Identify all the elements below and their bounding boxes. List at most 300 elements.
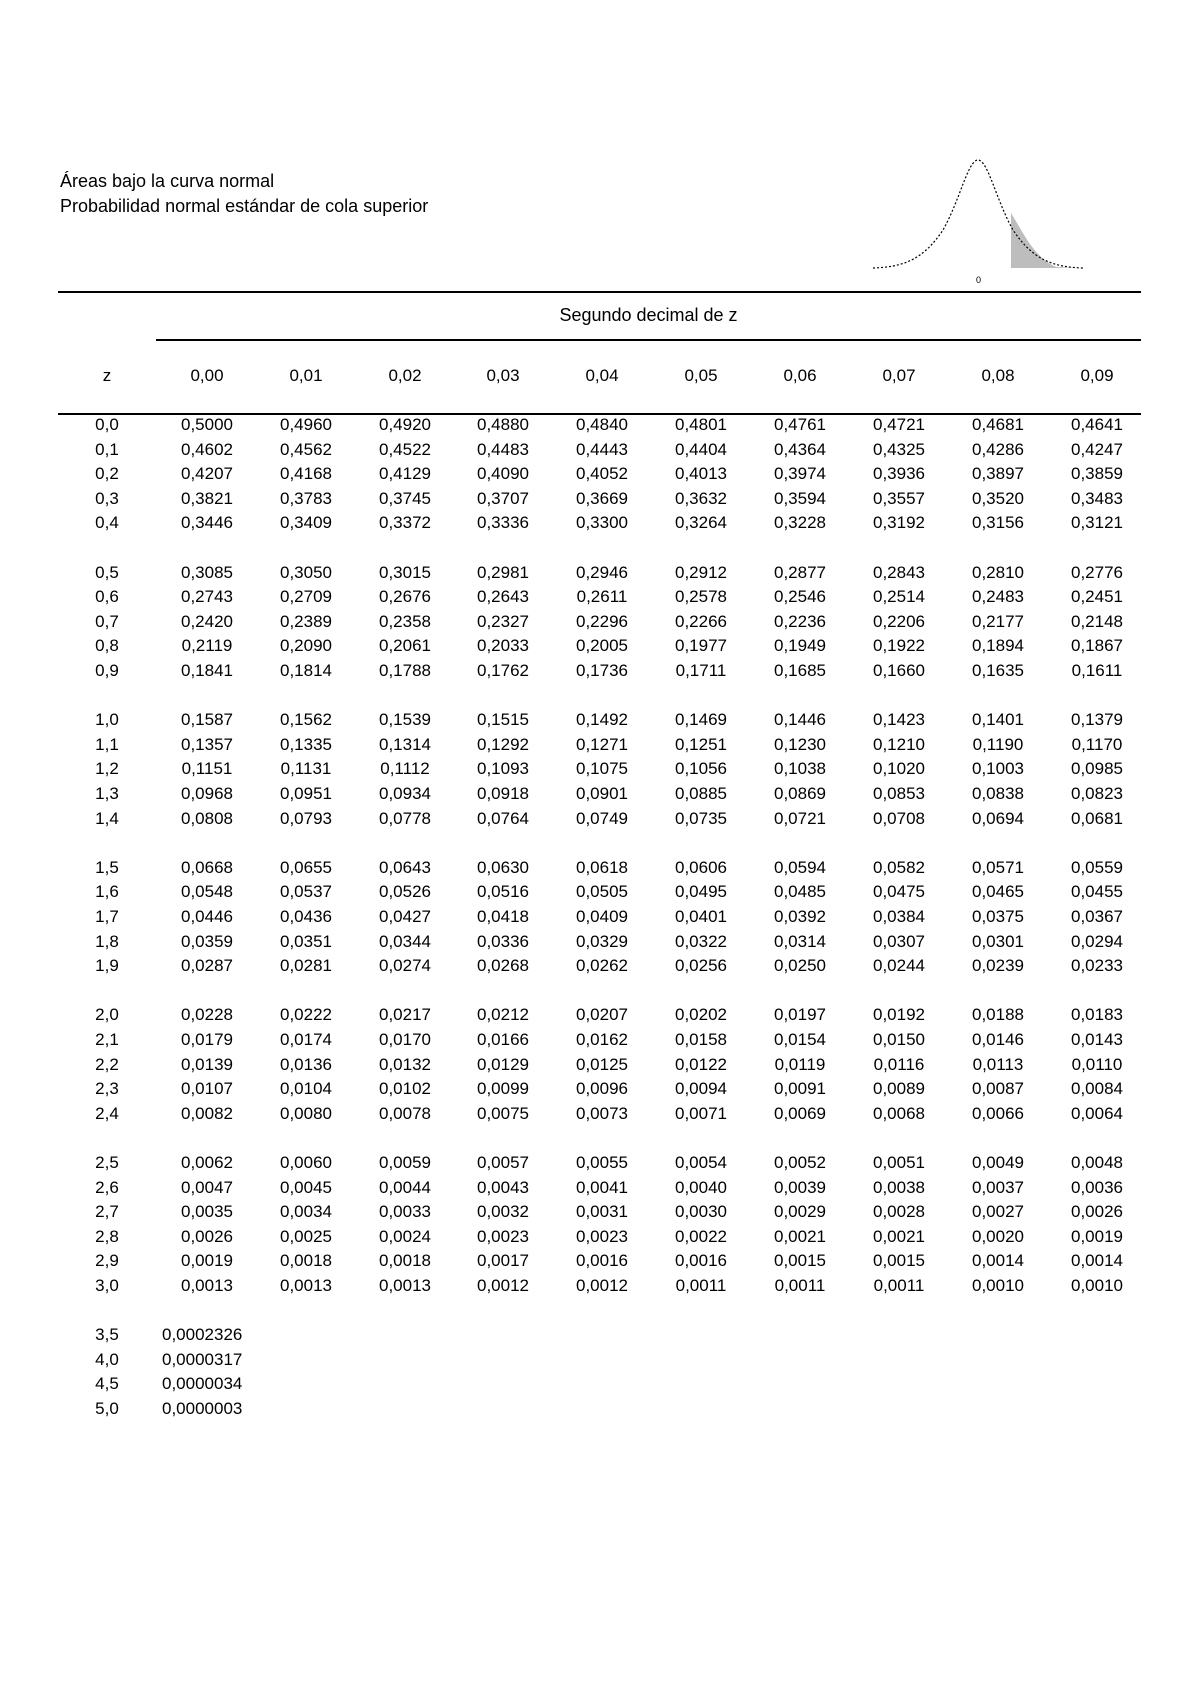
column-header: 0,05 (684, 366, 718, 385)
probability-cell: 0,0655 (280, 857, 332, 877)
z-value: 0,5 (95, 562, 119, 582)
probability-cell: 0,1003 (972, 759, 1024, 779)
table-row (0, 462, 1200, 486)
probability-cell: 0,0250 (774, 956, 826, 976)
z-value: 1,0 (95, 710, 119, 730)
z-value: 4,0 (95, 1349, 119, 1369)
probability-cell: 0,2946 (576, 562, 628, 582)
probability-cell: 0,3336 (477, 513, 529, 533)
probability-cell: 0,0681 (1071, 808, 1123, 828)
probability-cell: 0,0287 (181, 956, 233, 976)
probability-cell: 0,5000 (181, 415, 233, 434)
probability-cell: 0,0446 (181, 907, 233, 926)
column-header: 0,00 (190, 366, 224, 385)
probability-cell: 0,0025 (280, 1226, 332, 1246)
probability-cell: 0,1867 (1071, 636, 1123, 656)
probability-cell: 0,0051 (873, 1153, 925, 1172)
probability-cell: 0,0162 (576, 1030, 628, 1049)
probability-cell: 0,0351 (280, 931, 332, 951)
probability-cell: 0,1112 (380, 759, 430, 779)
table-row (0, 438, 1200, 462)
probability-cell: 0,0985 (1071, 759, 1123, 779)
z-value: 2,3 (95, 1079, 119, 1099)
probability-cell: 0,0082 (181, 1103, 233, 1123)
probability-cell: 0,0054 (675, 1153, 727, 1172)
probability-cell: 0,4920 (379, 415, 431, 434)
probability-cell: 0,0314 (774, 931, 826, 951)
probability-cell: 0,0274 (379, 956, 431, 976)
probability-cell: 0,0080 (280, 1103, 332, 1123)
probability-cell: 0,1894 (972, 636, 1024, 656)
probability-cell: 0,2389 (280, 611, 332, 631)
probability-cell: 0,2090 (280, 636, 332, 656)
probability-cell: 0,2327 (477, 611, 529, 631)
z-value: 2,8 (95, 1226, 119, 1246)
probability-cell: 0,0068 (873, 1103, 925, 1123)
probability-cell: 0,0036 (1071, 1177, 1123, 1197)
probability-cell: 0,0281 (280, 956, 332, 976)
probability-cell: 0,0294 (1071, 931, 1123, 951)
probability-cell: 0,2776 (1071, 562, 1123, 582)
probability-cell: 0,4641 (1071, 415, 1123, 434)
probability-cell: 0,0062 (181, 1153, 233, 1172)
probability-cell: 0,0012 (576, 1276, 628, 1295)
probability-cell: 0,4562 (280, 439, 332, 459)
column-header-z: z (102, 366, 112, 385)
probability-cell: 0,0392 (774, 907, 826, 926)
z-value: 2,5 (95, 1153, 119, 1172)
probability-cell: 0,0367 (1071, 907, 1123, 926)
z-value: 1,1 (95, 734, 119, 754)
probability-cell: 0,2546 (774, 587, 826, 607)
group-header-rule (156, 339, 1141, 341)
z-value: 1,5 (95, 857, 119, 877)
z-value: 5,0 (95, 1399, 119, 1418)
probability-cell: 0,3594 (774, 488, 826, 508)
probability-cell: 0,0207 (576, 1005, 628, 1025)
probability-cell: 0,0014 (972, 1251, 1024, 1271)
z-value: 0,8 (95, 636, 119, 656)
probability-cell: 0,0094 (675, 1079, 727, 1099)
probability-cell: 0,0011 (873, 1276, 925, 1295)
probability-cell: 0,0016 (675, 1251, 727, 1271)
probability-cell: 0,0119 (774, 1054, 826, 1074)
probability-cell: 0,0158 (675, 1030, 727, 1049)
table-top-rule (58, 291, 1141, 293)
probability-cell: 0,0013 (379, 1276, 431, 1295)
probability-cell: 0,3520 (972, 488, 1024, 508)
probability-cell: 0,2236 (774, 611, 826, 631)
probability-cell: 0,0222 (280, 1005, 332, 1025)
probability-cell: 0,0033 (379, 1202, 431, 1222)
probability-cell: 0,0256 (675, 956, 727, 976)
probability-cell: 0,0027 (972, 1202, 1024, 1222)
probability-cell: 0,1977 (675, 636, 727, 656)
table-row (0, 880, 1200, 904)
probability-cell: 0,0143 (1071, 1030, 1123, 1049)
probability-cell: 0,1660 (873, 661, 925, 680)
probability-cell: 0,3372 (379, 513, 431, 533)
probability-cell: 0,0869 (774, 784, 826, 803)
probability-cell: 0,2578 (675, 587, 727, 607)
probability-cell: 0,0401 (675, 907, 727, 926)
probability-cell: 0,0808 (181, 808, 233, 828)
probability-cell: 0,1151 (181, 759, 233, 779)
table-row (0, 659, 1200, 683)
probability-cell: 0,4090 (477, 464, 529, 484)
z-value: 2,7 (95, 1202, 119, 1222)
probability-cell: 0,1020 (873, 759, 925, 779)
table-row (0, 1225, 1200, 1249)
probability-cell: 0,2743 (181, 587, 233, 607)
z-value: 2,2 (95, 1054, 119, 1074)
table-row (0, 930, 1200, 954)
table-body (0, 413, 1200, 1418)
probability-cell: 0,0013 (280, 1276, 332, 1295)
probability-cell: 0,3050 (280, 562, 332, 582)
probability-cell: 0,0455 (1071, 882, 1123, 902)
extra-row (0, 1397, 1200, 1421)
probability-cell: 0,3707 (477, 488, 529, 508)
probability-cell: 0,0055 (576, 1153, 628, 1172)
probability-cell: 0,1170 (1071, 734, 1123, 754)
table-row (0, 511, 1200, 535)
probability-cell: 0,0885 (675, 784, 727, 803)
probability-cell: 0,0019 (181, 1251, 233, 1271)
probability-cell: 0,0029 (774, 1202, 826, 1222)
probability-cell: 0,0217 (379, 1005, 431, 1025)
probability-cell: 0,1922 (873, 636, 925, 656)
probability-cell: 0,0019 (1071, 1226, 1123, 1246)
column-header: 0,02 (388, 366, 422, 385)
probability-cell: 0,4960 (280, 415, 332, 434)
probability-cell: 0,0113 (972, 1054, 1024, 1074)
probability-cell: 0,4721 (873, 415, 925, 434)
probability-cell: 0,0708 (873, 808, 925, 828)
z-value: 1,2 (95, 759, 119, 779)
curve-origin-label: 0 (976, 275, 982, 285)
probability-cell: 0,0793 (280, 808, 332, 828)
table-row (0, 1200, 1200, 1224)
probability-cell: 0,0110 (1071, 1054, 1123, 1074)
probability-cell: 0,0495 (675, 882, 727, 902)
column-header: 0,04 (585, 366, 619, 385)
probability-cell: 0,0034 (280, 1202, 332, 1222)
z-value: 0,7 (95, 611, 119, 631)
probability-cell: 0,4840 (576, 415, 628, 434)
probability-cell: 0,1611 (1071, 661, 1123, 680)
probability-cell: 0,2912 (675, 562, 727, 582)
probability-cell: 0,1292 (477, 734, 529, 754)
column-header: 0,09 (1080, 366, 1114, 385)
probability-cell: 0,0179 (181, 1030, 233, 1049)
z-value: 0,4 (95, 513, 119, 533)
z-value: 2,1 (95, 1030, 119, 1049)
probability-cell: 0,0010 (972, 1276, 1024, 1295)
probability-cell: 0,0735 (675, 808, 727, 828)
probability-cell: 0,0384 (873, 907, 925, 926)
probability-cell: 0,1949 (774, 636, 826, 656)
probability-cell: 0,3821 (181, 488, 233, 508)
probability-cell: 0,0041 (576, 1177, 628, 1197)
table-row (0, 585, 1200, 609)
extra-row (0, 1323, 1200, 1347)
probability-cell: 0,0154 (774, 1030, 826, 1049)
z-value: 3,0 (95, 1276, 119, 1295)
table-row (0, 634, 1200, 658)
probability-cell: 0,3264 (675, 513, 727, 533)
probability-cell: 0,0026 (181, 1226, 233, 1246)
probability-cell: 0,1841 (181, 661, 233, 680)
probability-cell: 0,0301 (972, 931, 1024, 951)
probability-cell: 0,0045 (280, 1177, 332, 1197)
probability-cell: 0,0023 (477, 1226, 529, 1246)
probability-cell: 0,0197 (774, 1005, 826, 1025)
probability-cell: 0,0853 (873, 784, 925, 803)
probability-cell: 0,0057 (477, 1153, 529, 1172)
z-value: 0,1 (95, 439, 119, 459)
probability-cell: 0,3897 (972, 464, 1024, 484)
probability-cell: 0,0022 (675, 1226, 727, 1246)
probability-cell: 0,3121 (1071, 513, 1123, 533)
probability-cell: 0,0136 (280, 1054, 332, 1074)
probability-cell: 0,0968 (181, 784, 233, 803)
probability-cell: 0,2296 (576, 611, 628, 631)
table-row (0, 1176, 1200, 1200)
probability-cell: 0,3632 (675, 488, 727, 508)
probability-cell: 0,0059 (379, 1153, 431, 1172)
probability-cell: 0,0132 (379, 1054, 431, 1074)
probability-cell: 0,0418 (477, 907, 529, 926)
table-row (0, 487, 1200, 511)
probability-cell: 0,3446 (181, 513, 233, 533)
probability-cell: 0,1131 (280, 759, 332, 779)
probability-cell: 0,0078 (379, 1103, 431, 1123)
z-value: 2,0 (95, 1005, 119, 1025)
probability-cell: 0,2420 (181, 611, 233, 631)
probability-cell: 0,0764 (477, 808, 529, 828)
probability-cell: 0,3228 (774, 513, 826, 533)
probability-cell: 0,0170 (379, 1030, 431, 1049)
probability-cell: 0,1587 (181, 710, 233, 730)
probability-cell: 0,0040 (675, 1177, 727, 1197)
probability-cell: 0,4483 (477, 439, 529, 459)
probability-cell: 0,0013 (181, 1276, 233, 1295)
probability-cell: 0,1788 (379, 661, 431, 680)
probability-cell: 0,1539 (379, 710, 431, 730)
z-value: 1,7 (95, 907, 119, 926)
normal-curve-line (873, 160, 1083, 268)
probability-cell: 0,1056 (675, 759, 727, 779)
probability-cell: 0,0516 (477, 882, 529, 902)
probability-cell: 0,0262 (576, 956, 628, 976)
probability-cell: 0,0548 (181, 882, 233, 902)
probability-cell: 0,0060 (280, 1153, 332, 1172)
probability-cell: 0,0150 (873, 1030, 925, 1049)
probability-cell: 0,0089 (873, 1079, 925, 1099)
table-row (0, 413, 1200, 437)
probability-cell: 0,0465 (972, 882, 1024, 902)
probability-cell: 0,2451 (1071, 587, 1123, 607)
probability-cell: 0,4325 (873, 439, 925, 459)
probability-cell: 0,0559 (1071, 857, 1123, 877)
probability-cell: 0,3192 (873, 513, 925, 533)
probability-cell: 0,0475 (873, 882, 925, 902)
probability-cell: 0,0307 (873, 931, 925, 951)
probability-cell: 0,1711 (675, 661, 727, 680)
probability-cell: 0,1762 (477, 661, 529, 680)
column-header: 0,06 (783, 366, 817, 385)
probability-cell: 0,4286 (972, 439, 1024, 459)
probability-cell: 0,1423 (873, 710, 925, 730)
probability-cell: 0,0037 (972, 1177, 1024, 1197)
z-value: 2,9 (95, 1251, 119, 1271)
probability-cell: 0,1093 (477, 759, 529, 779)
z-value: 1,4 (95, 808, 119, 828)
probability-cell: 0,0427 (379, 907, 431, 926)
probability-cell: 0,0096 (576, 1079, 628, 1099)
probability-cell: 0,0202 (675, 1005, 727, 1025)
probability-cell: 0,0015 (774, 1251, 826, 1271)
probability-cell: 0,4404 (675, 439, 727, 459)
probability-cell: 0,2483 (972, 587, 1024, 607)
probability-cell: 0,0166 (477, 1030, 529, 1049)
probability-cell: 0,0087 (972, 1079, 1024, 1099)
column-header: 0,07 (882, 366, 916, 385)
probability-cell: 0,0069 (774, 1103, 826, 1123)
table-row (0, 610, 1200, 634)
probability-cell: 0,0015 (873, 1251, 925, 1271)
table-row (0, 733, 1200, 757)
probability-cell: 0,2877 (774, 562, 826, 582)
probability-cell: 0,3669 (576, 488, 628, 508)
probability-cell: 0,2810 (972, 562, 1024, 582)
table-row (0, 1077, 1200, 1101)
probability-cell: 0,3085 (181, 562, 233, 582)
probability-cell: 0,4522 (379, 439, 431, 459)
probability-cell: 0,0838 (972, 784, 1024, 803)
probability-cell: 0,0721 (774, 808, 826, 828)
probability-cell: 0,1562 (280, 710, 332, 730)
probability-cell: 0,0537 (280, 882, 332, 902)
probability-cell: 0,0146 (972, 1030, 1024, 1049)
probability-cell: 0,0091 (774, 1079, 826, 1099)
probability-cell: 0,0129 (477, 1054, 529, 1074)
probability-cell: 0,0582 (873, 857, 925, 877)
z-value: 0,0 (95, 415, 119, 434)
probability-cell: 0,3745 (379, 488, 431, 508)
probability-cell: 0,0359 (181, 931, 233, 951)
probability-cell: 0,1685 (774, 661, 826, 680)
probability-cell: 0,4052 (576, 464, 628, 484)
probability-cell: 0,0084 (1071, 1079, 1123, 1099)
probability-cell: 0,0012 (477, 1276, 529, 1295)
probability-cell: 0,4364 (774, 439, 826, 459)
probability-cell: 0,0075 (477, 1103, 529, 1123)
probability-cell: 0,0618 (576, 857, 628, 877)
probability-cell: 0,0000317 (162, 1349, 243, 1369)
table-row (0, 954, 1200, 978)
probability-cell: 0,1190 (972, 734, 1024, 754)
probability-cell: 0,0030 (675, 1202, 727, 1222)
probability-cell: 0,0228 (181, 1005, 233, 1025)
table-row (0, 1003, 1200, 1027)
probability-cell: 0,0000003 (162, 1399, 243, 1418)
z-value: 4,5 (95, 1374, 119, 1394)
probability-cell: 0,0594 (774, 857, 826, 877)
probability-cell: 0,0010 (1071, 1276, 1123, 1295)
probability-cell: 0,0409 (576, 907, 628, 926)
probability-cell: 0,0116 (873, 1054, 925, 1074)
probability-cell: 0,2709 (280, 587, 332, 607)
probability-cell: 0,0901 (576, 784, 628, 803)
probability-cell: 0,0039 (774, 1177, 826, 1197)
probability-cell: 0,3936 (873, 464, 925, 484)
probability-cell: 0,1469 (675, 710, 727, 730)
title-line-1: Áreas bajo la curva normal (60, 171, 275, 191)
probability-cell: 0,0192 (873, 1005, 925, 1025)
probability-cell: 0,0668 (181, 857, 233, 877)
probability-cell: 0,4168 (280, 464, 332, 484)
table-row (0, 1053, 1200, 1077)
probability-cell: 0,0023 (576, 1226, 628, 1246)
probability-cell: 0,0188 (972, 1005, 1024, 1025)
probability-cell: 0,1635 (972, 661, 1024, 680)
probability-cell: 0,0011 (675, 1276, 727, 1295)
probability-cell: 0,0485 (774, 882, 826, 902)
probability-cell: 0,0099 (477, 1079, 529, 1099)
probability-cell: 0,0048 (1071, 1153, 1123, 1172)
probability-cell: 0,0375 (972, 907, 1024, 926)
table-row (0, 905, 1200, 929)
probability-cell: 0,1357 (181, 734, 233, 754)
probability-cell: 0,2611 (576, 587, 628, 607)
probability-cell: 0,2119 (181, 636, 233, 656)
probability-cell: 0,2843 (873, 562, 925, 582)
z-value: 1,3 (95, 784, 119, 803)
probability-cell: 0,1492 (576, 710, 628, 730)
probability-cell: 0,0268 (477, 956, 529, 976)
probability-cell: 0,0505 (576, 882, 628, 902)
probability-cell: 0,0322 (675, 931, 727, 951)
probability-cell: 0,4013 (675, 464, 727, 484)
probability-cell: 0,0329 (576, 931, 628, 951)
probability-cell: 0,0032 (477, 1202, 529, 1222)
probability-cell: 0,2981 (477, 562, 529, 582)
z-value: 3,5 (95, 1325, 119, 1345)
upper-tail-shaded-area (1011, 213, 1078, 268)
probability-cell: 0,0018 (280, 1251, 332, 1271)
probability-cell: 0,0014 (1071, 1251, 1123, 1271)
probability-cell: 0,2676 (379, 587, 431, 607)
probability-cell: 0,0026 (1071, 1202, 1123, 1222)
probability-cell: 0,0336 (477, 931, 529, 951)
z-value: 1,8 (95, 931, 119, 951)
probability-cell: 0,3557 (873, 488, 925, 508)
probability-cell: 0,0934 (379, 784, 431, 803)
probability-cell: 0,0043 (477, 1177, 529, 1197)
probability-cell: 0,1515 (477, 710, 529, 730)
column-header: 0,08 (981, 366, 1015, 385)
probability-cell: 0,0244 (873, 956, 925, 976)
probability-cell: 0,0011 (774, 1276, 826, 1295)
probability-cell: 0,0951 (280, 784, 332, 803)
probability-cell: 0,0643 (379, 857, 431, 877)
probability-cell: 0,0125 (576, 1054, 628, 1074)
probability-cell: 0,1251 (675, 734, 727, 754)
probability-cell: 0,0073 (576, 1103, 628, 1123)
probability-cell: 0,0107 (181, 1079, 233, 1099)
